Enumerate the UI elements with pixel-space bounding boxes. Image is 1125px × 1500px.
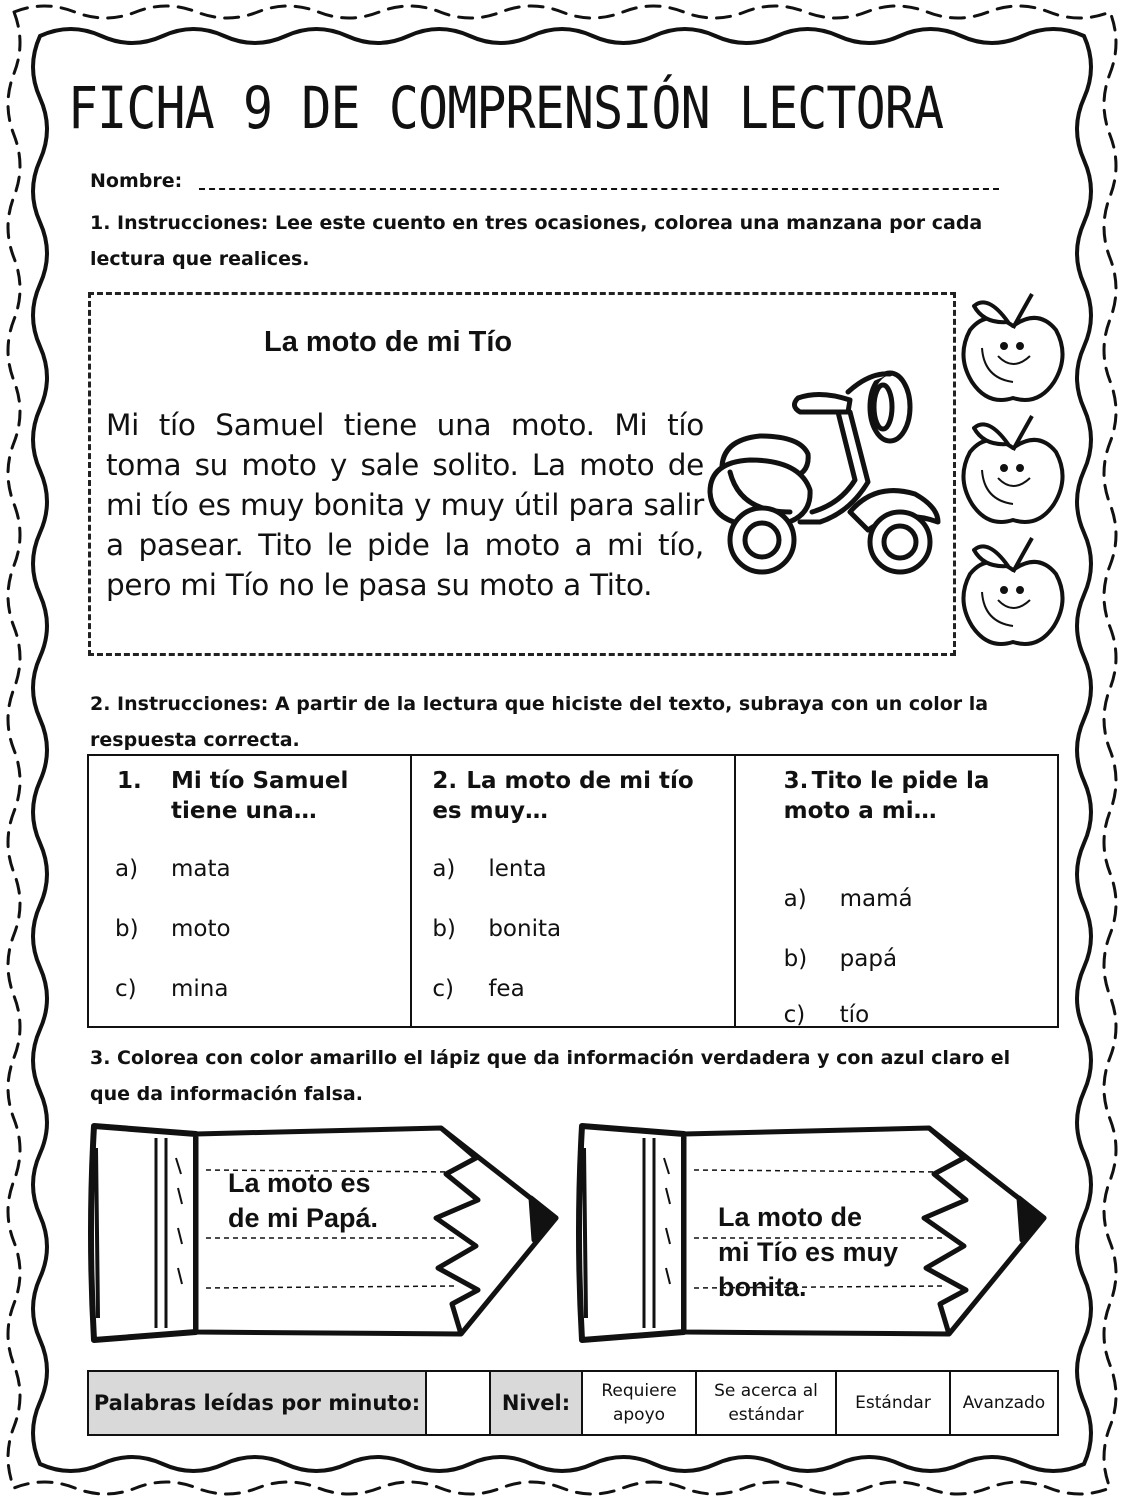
level-estandar[interactable] (836, 1371, 950, 1435)
story-title: La moto de mi Tío (264, 326, 513, 358)
question-text: Tito le pide la moto a mi… (783, 768, 990, 824)
apple-icon[interactable] (958, 534, 1068, 652)
scooter-illustration (700, 362, 950, 592)
question-cell-3 (735, 755, 1058, 1027)
level-avanzado[interactable] (950, 1371, 1058, 1435)
pencil-1-text (228, 1166, 378, 1236)
answer-option[interactable]: mamá (839, 886, 913, 912)
pencil-2-line: mi Tío es muy (718, 1237, 899, 1267)
answer-option[interactable]: papá (839, 946, 898, 972)
reading-score-table (87, 1370, 1059, 1436)
pencil-1-line: de mi Papá. (228, 1203, 379, 1233)
option-letter: c) (432, 976, 454, 1002)
instruction-1: 1. Instrucciones: Lee este cuento en tres ocasiones, colorea una manzana por cada lectura que realices. (90, 212, 983, 270)
level-text: estándar (728, 1405, 804, 1425)
pencil-2-line: La moto de (718, 1202, 863, 1232)
pencil-1-line: La moto es (228, 1168, 371, 1198)
question-cell-1 (88, 755, 411, 1027)
answer-option[interactable]: mina (171, 976, 229, 1002)
option-letter: c) (783, 1002, 806, 1028)
answer-option[interactable]: fea (488, 976, 525, 1002)
instruction-3: 3. Colorea con color amarillo el lápiz que da información verdadera y con azul claro el que da información falsa. (90, 1047, 1011, 1105)
words-per-minute-label: Palabras leídas por minuto: (88, 1371, 426, 1435)
answer-option[interactable]: tío (839, 1002, 870, 1028)
option-letter: b) (783, 946, 808, 972)
name-label: Nombre: (90, 170, 183, 192)
option-letter: a) (115, 856, 139, 882)
story-text: Mi tío Samuel tiene una moto. Mi tío toma su moto y sale solito. La moto de mi tío es muy bonita y muy útil para salir a pasear. Tito le pide la moto a mi tío, pero mi Tío no le pasa su moto a Tito. (106, 408, 704, 602)
option-letter: a) (783, 886, 807, 912)
nivel-label: Nivel: (490, 1371, 582, 1435)
words-per-minute-value[interactable] (426, 1371, 490, 1435)
name-input-line[interactable] (199, 174, 999, 190)
answer-option[interactable]: mata (171, 856, 231, 882)
worksheet-title: FICHA 9 DE COMPRENSIÓN LECTORA (68, 74, 944, 142)
question-number: 1. (117, 768, 142, 794)
questions-table (87, 754, 1059, 1028)
level-text: Avanzado (962, 1393, 1046, 1413)
question-text: Mi tío Samuel tiene una… (171, 768, 349, 824)
question-cell-2 (411, 755, 734, 1027)
instruction-2: 2. Instrucciones: A partir de la lectura que hiciste del texto, subraya con un color la respuesta correcta. (90, 693, 989, 751)
apple-icon[interactable] (958, 412, 1068, 530)
level-text: Estándar (855, 1393, 931, 1413)
option-letter: b) (432, 916, 456, 942)
question-number: 2. (432, 768, 458, 794)
level-text: Se acerca al (714, 1381, 818, 1401)
level-text: Requiere (601, 1381, 677, 1401)
answer-option[interactable]: moto (171, 916, 231, 942)
apple-icon[interactable] (958, 290, 1068, 408)
pencil-2-text (718, 1200, 898, 1305)
level-text: apoyo (612, 1405, 666, 1425)
option-letter: c) (115, 976, 137, 1002)
pencil-2-line: bonita. (718, 1272, 807, 1302)
question-text: La moto de mi tío es muy… (432, 768, 694, 824)
answer-option[interactable]: bonita (488, 916, 562, 942)
answer-option[interactable]: lenta (488, 856, 547, 882)
question-number: 3. (783, 768, 809, 794)
level-se-acerca[interactable] (696, 1371, 836, 1435)
option-letter: b) (115, 916, 139, 942)
option-letter: a) (432, 856, 456, 882)
name-field-row (90, 170, 990, 192)
level-requiere-apoyo[interactable] (582, 1371, 696, 1435)
